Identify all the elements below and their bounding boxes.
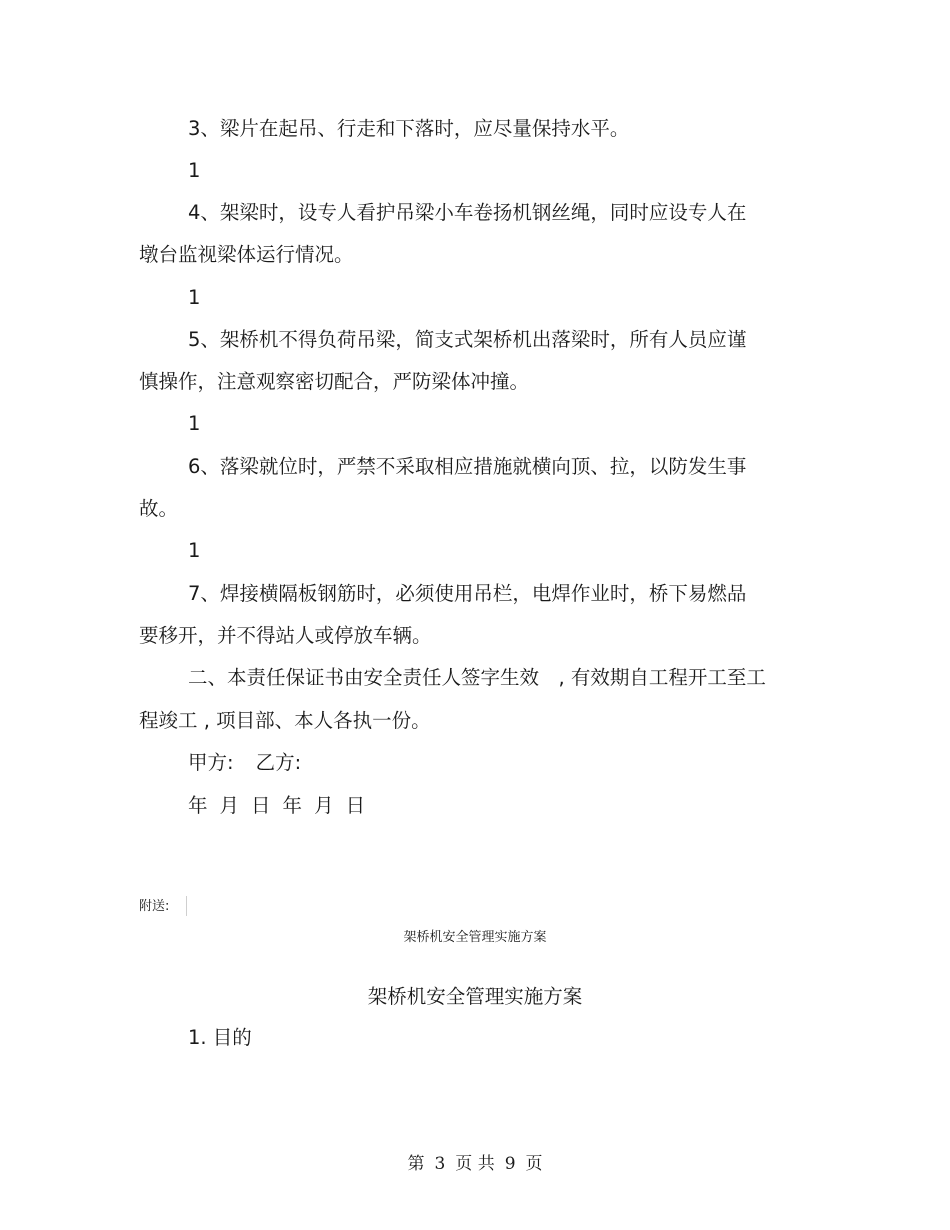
date-month: 月 — [314, 794, 334, 817]
signature-row — [188, 751, 301, 775]
footer-total-pages: 9 — [504, 1154, 516, 1174]
paragraph-number: 1 — [188, 159, 201, 182]
attachment-small-title: 架桥机安全管理实施方案 — [403, 930, 547, 945]
attachment-divider — [186, 896, 187, 916]
paragraph-number: 1 — [188, 286, 201, 309]
party-b-label: 乙方: — [255, 751, 302, 774]
date-day: 日 — [345, 794, 366, 817]
paragraph-6-line-1: 6、落梁就位时，严禁不采取相应措施就横向顶、拉，以防发生事 — [188, 455, 747, 478]
footer-mid: 页 共 — [455, 1154, 495, 1174]
paragraph-7-line-1: 7、焊接横隔板钢筋时，必须使用吊栏，电焊作业时，桥下易燃品 — [188, 582, 747, 605]
paragraph-6-line-2: 故。 — [139, 497, 179, 520]
paragraph-5-line-2: 慎操作，注意观察密切配合，严防梁体冲撞。 — [139, 370, 530, 393]
attachment-label: 附送: — [139, 899, 170, 914]
paragraph-number: 1 — [188, 539, 201, 562]
paragraph-4-line-2: 墩台监视梁体运行情况。 — [139, 243, 354, 266]
party-a-label: 甲方: — [188, 751, 234, 774]
paragraph-II-line-2: 程竣工 , 项目部、本人各执一份。 — [139, 709, 431, 732]
date-row — [188, 794, 377, 818]
section-heading-purpose: 1. 目的 — [188, 1026, 252, 1049]
paragraph-II-line-1: 二、本责任保证书由安全责任人签字生效 , 有效期自工程开工至工 — [188, 666, 766, 689]
date-month: 月 — [219, 794, 240, 817]
paragraph-5-line-1: 5、架桥机不得负荷吊梁，简支式架桥机出落梁时，所有人员应谨 — [188, 328, 747, 351]
attachment-title: 架桥机安全管理实施方案 — [367, 985, 583, 1008]
paragraph-7-line-2: 要移开，并不得站人或停放车辆。 — [139, 624, 432, 647]
date-year: 年 — [188, 794, 208, 817]
footer-page-number: 3 — [434, 1154, 446, 1174]
paragraph-number: 1 — [188, 412, 201, 435]
paragraph-4-line-1: 4、架梁时，设专人看护吊梁小车卷扬机钢丝绳，同时应设专人在 — [188, 201, 747, 224]
paragraph-3: 3、梁片在起吊、行走和下落时，应尽量保持水平。 — [188, 117, 630, 140]
footer-suffix: 页 — [525, 1154, 543, 1174]
footer-prefix: 第 — [407, 1154, 425, 1174]
page-footer — [0, 1152, 950, 1176]
date-year: 年 — [282, 794, 303, 817]
date-day: 日 — [251, 794, 271, 817]
